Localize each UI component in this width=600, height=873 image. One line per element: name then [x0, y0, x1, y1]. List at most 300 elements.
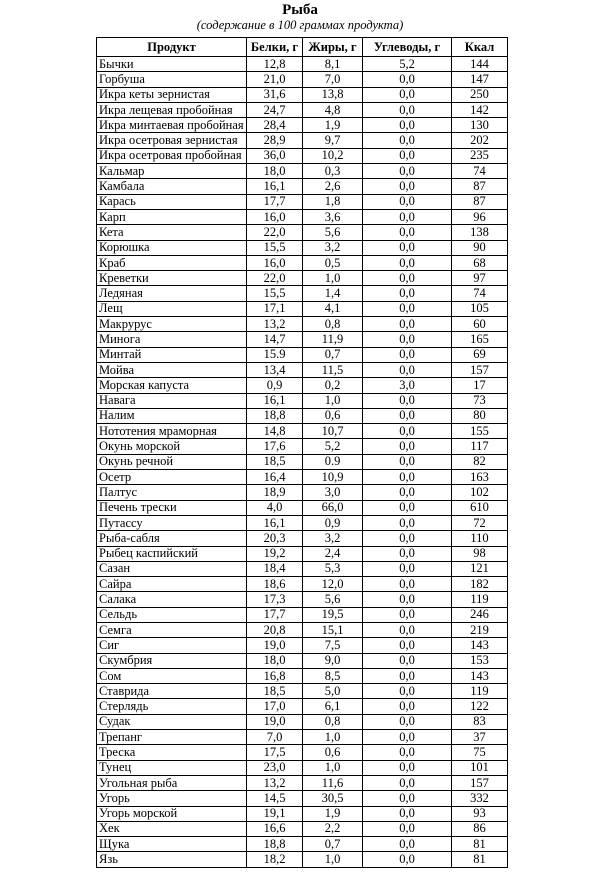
cell-kcal: 98: [452, 546, 508, 561]
cell-kcal: 332: [452, 791, 508, 806]
cell-kcal: 60: [452, 317, 508, 332]
cell-carbs: 3,0: [363, 378, 452, 393]
cell-carbs: 0,0: [363, 271, 452, 286]
table-row: [97, 194, 508, 209]
cell-fat: 8,5: [303, 668, 363, 683]
cell-carbs: 0,0: [363, 347, 452, 362]
cell-product: Креветки: [97, 271, 247, 286]
cell-carbs: 0,0: [363, 821, 452, 836]
cell-kcal: 68: [452, 255, 508, 270]
cell-kcal: 142: [452, 102, 508, 117]
cell-carbs: 0,0: [363, 179, 452, 194]
cell-kcal: 119: [452, 592, 508, 607]
cell-protein: 18,0: [247, 164, 303, 179]
cell-fat: 2,2: [303, 821, 363, 836]
cell-carbs: 0,0: [363, 317, 452, 332]
column-header-fat: Жиры, г: [303, 38, 363, 57]
cell-carbs: 0,0: [363, 72, 452, 87]
cell-carbs: 0,0: [363, 255, 452, 270]
cell-carbs: 5,2: [363, 57, 452, 72]
cell-protein: 16,1: [247, 179, 303, 194]
table-row: [97, 72, 508, 87]
cell-fat: 66,0: [303, 500, 363, 515]
cell-fat: 4,8: [303, 102, 363, 117]
table-row: [97, 745, 508, 760]
cell-product: Икра осетровая пробойная: [97, 148, 247, 163]
cell-kcal: 147: [452, 72, 508, 87]
table-row: [97, 424, 508, 439]
cell-protein: 20,8: [247, 622, 303, 637]
cell-product: Тунец: [97, 760, 247, 775]
cell-kcal: 102: [452, 485, 508, 500]
table-row: [97, 286, 508, 301]
cell-carbs: 0,0: [363, 622, 452, 637]
table-row: [97, 546, 508, 561]
cell-fat: 9,7: [303, 133, 363, 148]
cell-protein: 13,2: [247, 317, 303, 332]
cell-fat: 1,9: [303, 806, 363, 821]
cell-product: Минтай: [97, 347, 247, 362]
cell-carbs: 0,0: [363, 714, 452, 729]
cell-fat: 0.9: [303, 454, 363, 469]
cell-fat: 0,2: [303, 378, 363, 393]
cell-carbs: 0,0: [363, 87, 452, 102]
cell-product: Рыба-сабля: [97, 531, 247, 546]
cell-fat: 30,5: [303, 791, 363, 806]
table-row: [97, 209, 508, 224]
cell-kcal: 81: [452, 837, 508, 852]
page-title: Рыба: [282, 2, 318, 18]
cell-carbs: 0,0: [363, 102, 452, 117]
table-row: [97, 454, 508, 469]
table-row: [97, 378, 508, 393]
cell-product: Икра лещевая пробойная: [97, 102, 247, 117]
cell-carbs: 0,0: [363, 500, 452, 515]
cell-product: Скумбрия: [97, 653, 247, 668]
cell-protein: 18,6: [247, 577, 303, 592]
cell-carbs: 0,0: [363, 607, 452, 622]
cell-product: Ледяная: [97, 286, 247, 301]
cell-kcal: 117: [452, 439, 508, 454]
cell-product: Икра кеты зернистая: [97, 87, 247, 102]
cell-product: Налим: [97, 408, 247, 423]
table-row: [97, 775, 508, 790]
cell-kcal: 110: [452, 531, 508, 546]
cell-product: Лещ: [97, 301, 247, 316]
cell-fat: 0,5: [303, 255, 363, 270]
cell-protein: 18,5: [247, 684, 303, 699]
cell-product: Семга: [97, 622, 247, 637]
cell-product: Икра осетровая зернистая: [97, 133, 247, 148]
cell-protein: 14,8: [247, 424, 303, 439]
cell-fat: 1,0: [303, 760, 363, 775]
cell-fat: 3,2: [303, 240, 363, 255]
cell-fat: 12,0: [303, 577, 363, 592]
cell-product: Корюшка: [97, 240, 247, 255]
cell-carbs: 0,0: [363, 837, 452, 852]
table-row: [97, 714, 508, 729]
cell-fat: 0,7: [303, 837, 363, 852]
cell-product: Окунь речной: [97, 454, 247, 469]
cell-protein: 22,0: [247, 271, 303, 286]
cell-kcal: 157: [452, 775, 508, 790]
table-row: [97, 148, 508, 163]
table-row: [97, 118, 508, 133]
cell-fat: 3,2: [303, 531, 363, 546]
cell-protein: 17,6: [247, 439, 303, 454]
cell-fat: 19,5: [303, 607, 363, 622]
cell-fat: 1,0: [303, 271, 363, 286]
table-row: [97, 301, 508, 316]
cell-fat: 2,6: [303, 179, 363, 194]
cell-kcal: 105: [452, 301, 508, 316]
cell-product: Камбала: [97, 179, 247, 194]
cell-protein: 16,0: [247, 255, 303, 270]
cell-kcal: 75: [452, 745, 508, 760]
cell-fat: 1,9: [303, 118, 363, 133]
cell-carbs: 0,0: [363, 638, 452, 653]
cell-fat: 1,8: [303, 194, 363, 209]
cell-carbs: 0,0: [363, 424, 452, 439]
cell-fat: 5,6: [303, 225, 363, 240]
cell-carbs: 0,0: [363, 470, 452, 485]
cell-carbs: 0,0: [363, 439, 452, 454]
cell-carbs: 0,0: [363, 332, 452, 347]
cell-protein: 21,0: [247, 72, 303, 87]
cell-kcal: 182: [452, 577, 508, 592]
cell-protein: 36,0: [247, 148, 303, 163]
table-row: [97, 179, 508, 194]
cell-protein: 0,9: [247, 378, 303, 393]
cell-protein: 19,0: [247, 714, 303, 729]
cell-kcal: 73: [452, 393, 508, 408]
cell-product: Язь: [97, 852, 247, 867]
cell-product: Угорь: [97, 791, 247, 806]
cell-carbs: 0,0: [363, 515, 452, 530]
cell-carbs: 0,0: [363, 118, 452, 133]
table-row: [97, 271, 508, 286]
cell-fat: 7,5: [303, 638, 363, 653]
cell-kcal: 119: [452, 684, 508, 699]
cell-protein: 14,7: [247, 332, 303, 347]
cell-protein: 14,5: [247, 791, 303, 806]
table-row: [97, 821, 508, 836]
cell-protein: 19,0: [247, 638, 303, 653]
cell-product: Нототения мраморная: [97, 424, 247, 439]
cell-kcal: 86: [452, 821, 508, 836]
cell-carbs: 0,0: [363, 546, 452, 561]
nutrition-table: [96, 37, 508, 868]
cell-carbs: 0,0: [363, 225, 452, 240]
cell-protein: 18,9: [247, 485, 303, 500]
cell-product: Морская капуста: [97, 378, 247, 393]
cell-kcal: 144: [452, 57, 508, 72]
cell-product: Икра минтаевая пробойная: [97, 118, 247, 133]
table-header-row: [97, 38, 508, 57]
cell-fat: 5,6: [303, 592, 363, 607]
cell-kcal: 81: [452, 852, 508, 867]
cell-fat: 0,8: [303, 714, 363, 729]
cell-kcal: 153: [452, 653, 508, 668]
cell-protein: 15.9: [247, 347, 303, 362]
cell-protein: 28,4: [247, 118, 303, 133]
table-row: [97, 439, 508, 454]
cell-fat: 10,9: [303, 470, 363, 485]
cell-product: Сиг: [97, 638, 247, 653]
cell-protein: 18,8: [247, 837, 303, 852]
cell-protein: 17,5: [247, 745, 303, 760]
table-row: [97, 837, 508, 852]
cell-protein: 20,3: [247, 531, 303, 546]
cell-protein: 7,0: [247, 730, 303, 745]
cell-kcal: 121: [452, 561, 508, 576]
table-row: [97, 577, 508, 592]
cell-kcal: 69: [452, 347, 508, 362]
cell-carbs: 0,0: [363, 240, 452, 255]
table-row: [97, 362, 508, 377]
cell-fat: 11,5: [303, 362, 363, 377]
cell-kcal: 82: [452, 454, 508, 469]
cell-carbs: 0,0: [363, 852, 452, 867]
cell-fat: 0,6: [303, 408, 363, 423]
cell-fat: 13,8: [303, 87, 363, 102]
table-row: [97, 791, 508, 806]
table-row: [97, 347, 508, 362]
cell-fat: 0,8: [303, 317, 363, 332]
cell-protein: 17,1: [247, 301, 303, 316]
cell-protein: 18,8: [247, 408, 303, 423]
cell-carbs: 0,0: [363, 745, 452, 760]
cell-kcal: 246: [452, 607, 508, 622]
table-row: [97, 531, 508, 546]
cell-carbs: 0,0: [363, 485, 452, 500]
cell-protein: 16,4: [247, 470, 303, 485]
table-row: [97, 653, 508, 668]
table-row: [97, 561, 508, 576]
cell-fat: 1,0: [303, 730, 363, 745]
cell-protein: 31,6: [247, 87, 303, 102]
table-row: [97, 225, 508, 240]
cell-carbs: 0,0: [363, 286, 452, 301]
cell-fat: 11,6: [303, 775, 363, 790]
cell-protein: 17,7: [247, 194, 303, 209]
cell-kcal: 74: [452, 164, 508, 179]
cell-fat: 3,6: [303, 209, 363, 224]
cell-kcal: 122: [452, 699, 508, 714]
cell-fat: 11,9: [303, 332, 363, 347]
cell-kcal: 93: [452, 806, 508, 821]
cell-product: Карась: [97, 194, 247, 209]
cell-kcal: 96: [452, 209, 508, 224]
cell-carbs: 0,0: [363, 561, 452, 576]
table-row: [97, 87, 508, 102]
cell-product: Горбуша: [97, 72, 247, 87]
cell-kcal: 83: [452, 714, 508, 729]
cell-protein: 16,8: [247, 668, 303, 683]
cell-kcal: 610: [452, 500, 508, 515]
cell-kcal: 80: [452, 408, 508, 423]
cell-protein: 16,1: [247, 393, 303, 408]
cell-protein: 15,5: [247, 240, 303, 255]
cell-fat: 15,1: [303, 622, 363, 637]
cell-kcal: 74: [452, 286, 508, 301]
cell-kcal: 157: [452, 362, 508, 377]
cell-protein: 24,7: [247, 102, 303, 117]
table-row: [97, 760, 508, 775]
table-row: [97, 255, 508, 270]
table-row: [97, 470, 508, 485]
column-header-product: Продукт: [97, 38, 247, 57]
cell-product: Окунь морской: [97, 439, 247, 454]
cell-protein: 17,0: [247, 699, 303, 714]
cell-carbs: 0,0: [363, 164, 452, 179]
cell-fat: 0,6: [303, 745, 363, 760]
cell-carbs: 0,0: [363, 531, 452, 546]
cell-fat: 0,7: [303, 347, 363, 362]
cell-protein: 28,9: [247, 133, 303, 148]
column-header-carbs: Углеводы, г: [363, 38, 452, 57]
cell-fat: 6,1: [303, 699, 363, 714]
table-row: [97, 806, 508, 821]
cell-product: Рыбец каспийский: [97, 546, 247, 561]
cell-carbs: 0,0: [363, 301, 452, 316]
cell-kcal: 17: [452, 378, 508, 393]
cell-carbs: 0,0: [363, 730, 452, 745]
cell-protein: 4,0: [247, 500, 303, 515]
cell-product: Минога: [97, 332, 247, 347]
cell-kcal: 97: [452, 271, 508, 286]
cell-product: Навага: [97, 393, 247, 408]
cell-carbs: 0,0: [363, 653, 452, 668]
cell-product: Печень трески: [97, 500, 247, 515]
cell-kcal: 130: [452, 118, 508, 133]
table-row: [97, 408, 508, 423]
cell-protein: 13,4: [247, 362, 303, 377]
table-row: [97, 515, 508, 530]
page-subtitle: (содержание в 100 граммах продукта): [196, 18, 404, 32]
cell-kcal: 90: [452, 240, 508, 255]
cell-fat: 10,2: [303, 148, 363, 163]
cell-product: Трепанг: [97, 730, 247, 745]
column-header-protein: Белки, г: [247, 38, 303, 57]
cell-protein: 15,5: [247, 286, 303, 301]
cell-product: Хек: [97, 821, 247, 836]
table-row: [97, 164, 508, 179]
cell-fat: 3,0: [303, 485, 363, 500]
cell-kcal: 163: [452, 470, 508, 485]
cell-fat: 7,0: [303, 72, 363, 87]
cell-product: Макрурус: [97, 317, 247, 332]
cell-kcal: 138: [452, 225, 508, 240]
cell-fat: 9,0: [303, 653, 363, 668]
cell-kcal: 101: [452, 760, 508, 775]
cell-product: Стерлядь: [97, 699, 247, 714]
cell-product: Салака: [97, 592, 247, 607]
cell-protein: 12,8: [247, 57, 303, 72]
cell-carbs: 0,0: [363, 699, 452, 714]
cell-carbs: 0,0: [363, 454, 452, 469]
cell-protein: 16,0: [247, 209, 303, 224]
table-row: [97, 57, 508, 72]
cell-carbs: 0,0: [363, 668, 452, 683]
cell-carbs: 0,0: [363, 592, 452, 607]
cell-product: Карп: [97, 209, 247, 224]
cell-protein: 16,1: [247, 515, 303, 530]
cell-protein: 19,1: [247, 806, 303, 821]
cell-product: Кета: [97, 225, 247, 240]
cell-product: Треска: [97, 745, 247, 760]
cell-protein: 16,6: [247, 821, 303, 836]
cell-fat: 8,1: [303, 57, 363, 72]
cell-product: Угорь морской: [97, 806, 247, 821]
cell-fat: 1,0: [303, 393, 363, 408]
cell-kcal: 250: [452, 87, 508, 102]
cell-fat: 4,1: [303, 301, 363, 316]
cell-carbs: 0,0: [363, 408, 452, 423]
cell-protein: 22,0: [247, 225, 303, 240]
table-row: [97, 485, 508, 500]
cell-kcal: 87: [452, 194, 508, 209]
table-row: [97, 622, 508, 637]
cell-fat: 5,0: [303, 684, 363, 699]
cell-kcal: 202: [452, 133, 508, 148]
cell-fat: 1,4: [303, 286, 363, 301]
cell-protein: 18,4: [247, 561, 303, 576]
cell-fat: 2,4: [303, 546, 363, 561]
cell-product: Щука: [97, 837, 247, 852]
cell-protein: 23,0: [247, 760, 303, 775]
cell-fat: 10,7: [303, 424, 363, 439]
table-row: [97, 500, 508, 515]
cell-product: Палтус: [97, 485, 247, 500]
cell-carbs: 0,0: [363, 209, 452, 224]
cell-product: Осетр: [97, 470, 247, 485]
table-row: [97, 393, 508, 408]
cell-product: Угольная рыба: [97, 775, 247, 790]
cell-kcal: 235: [452, 148, 508, 163]
cell-product: Путассу: [97, 515, 247, 530]
table-row: [97, 730, 508, 745]
cell-kcal: 165: [452, 332, 508, 347]
cell-kcal: 143: [452, 638, 508, 653]
cell-product: Мойва: [97, 362, 247, 377]
table-row: [97, 852, 508, 867]
table-row: [97, 668, 508, 683]
cell-carbs: 0,0: [363, 806, 452, 821]
cell-fat: 5,2: [303, 439, 363, 454]
table-row: [97, 317, 508, 332]
cell-kcal: 87: [452, 179, 508, 194]
cell-fat: 5,3: [303, 561, 363, 576]
column-header-kcal: Ккал: [452, 38, 508, 57]
table-row: [97, 592, 508, 607]
cell-carbs: 0,0: [363, 194, 452, 209]
table-row: [97, 607, 508, 622]
table-row: [97, 638, 508, 653]
cell-product: Судак: [97, 714, 247, 729]
cell-product: Краб: [97, 255, 247, 270]
cell-protein: 13,2: [247, 775, 303, 790]
cell-carbs: 0,0: [363, 148, 452, 163]
table-body: [97, 57, 508, 868]
cell-fat: 0,3: [303, 164, 363, 179]
cell-carbs: 0,0: [363, 775, 452, 790]
table-row: [97, 699, 508, 714]
cell-fat: 1,0: [303, 852, 363, 867]
table-row: [97, 684, 508, 699]
table-row: [97, 133, 508, 148]
cell-carbs: 0,0: [363, 362, 452, 377]
